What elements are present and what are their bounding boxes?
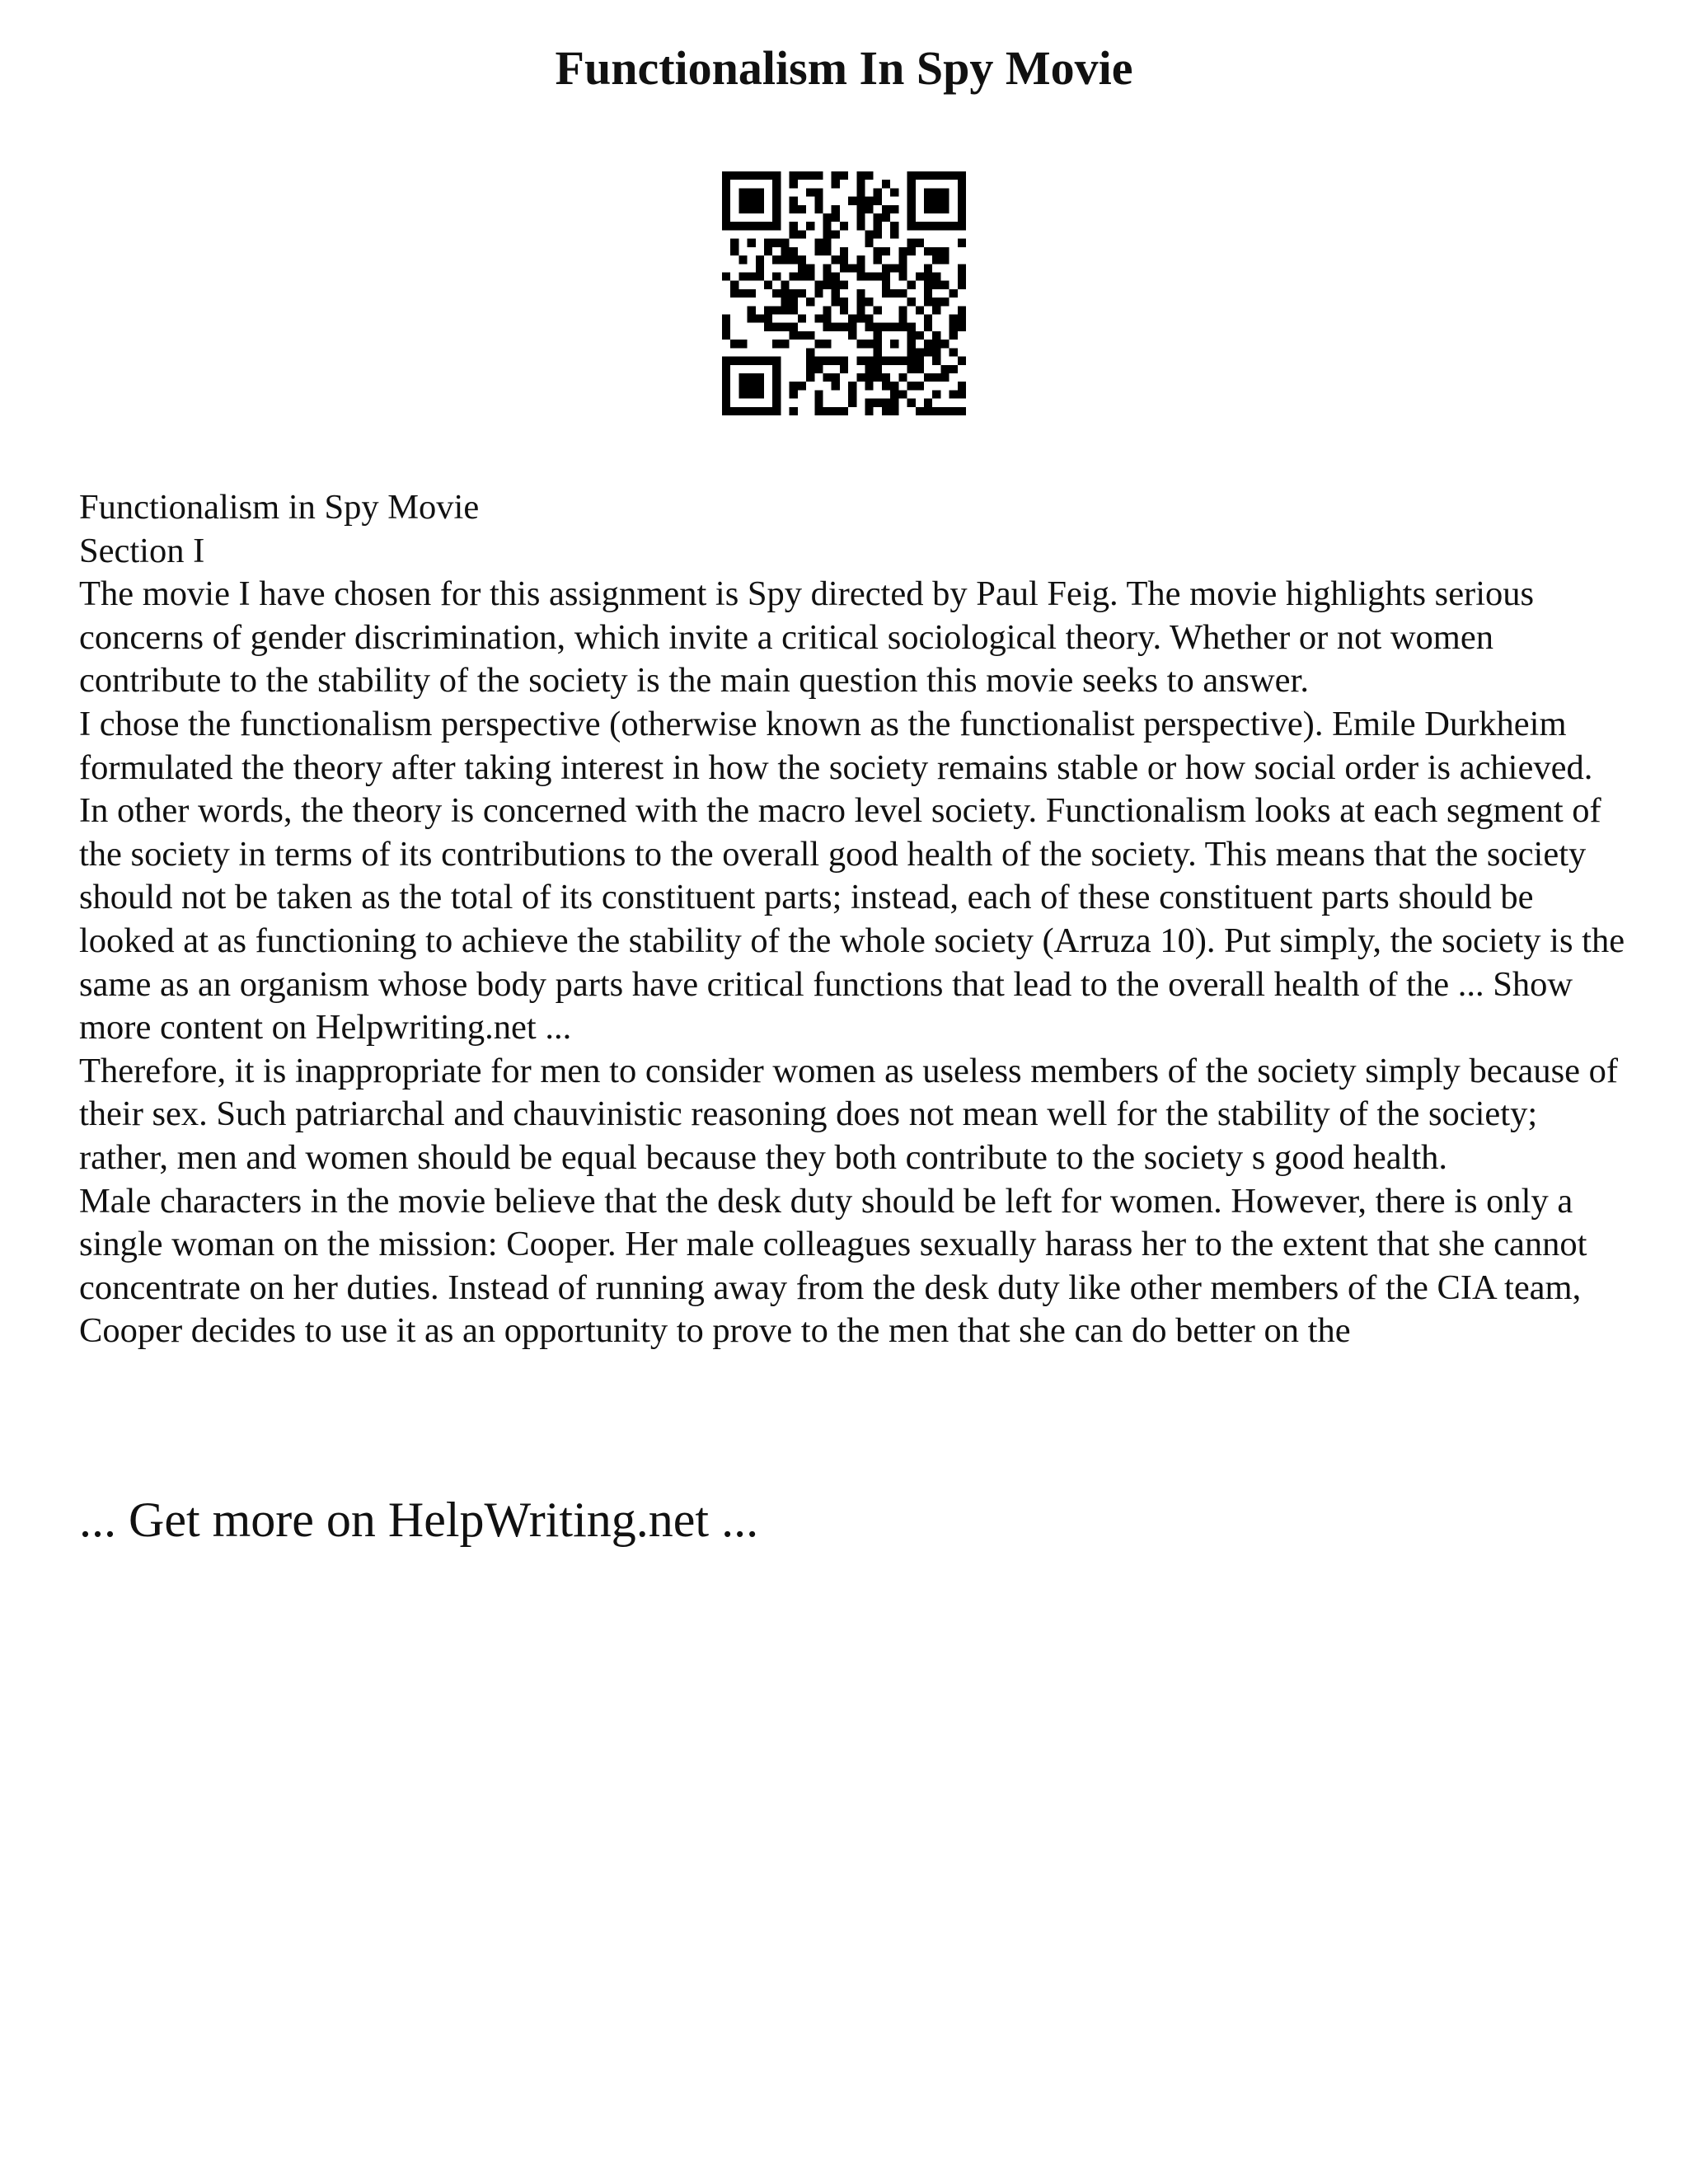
qr-code-icon bbox=[722, 171, 966, 415]
paragraph-therefore: Therefore, it is inappropriate for men to consider women as useless members of the society simply because of their sex. Such patriarchal and chauvinistic reasoning does not mean well for the stability of the society; rather, men and women should be equal because they both contribute to the society s good health. bbox=[79, 1051, 1619, 1177]
document-title: Functionalism In Spy Movie bbox=[555, 41, 1133, 95]
paragraph-male-characters: Male characters in the movie believe that the desk duty should be left for women. However, there is only a single woman on the mission: Cooper. Her male colleagues sexually harass her to the extent that she cannot concentrate on her duties. Instead of running away from the desk duty like other members of the CIA team, Cooper decides to use it as an opportunity to prove to the men that she can do better on the bbox=[79, 1181, 1587, 1351]
paragraph-intro: The movie I have chosen for this assignment is Spy directed by Paul Feig. The movie highlights serious concerns of gender discrimination, which invite a critical sociological theory. Whether or not women contribute to the stability of the society is the main question this movie seeks to answer. bbox=[79, 574, 1535, 701]
document-body bbox=[79, 486, 1629, 1353]
body-heading: Functionalism in Spy Movie bbox=[79, 488, 480, 527]
get-more-link[interactable]: ... Get more on HelpWriting.net ... bbox=[79, 1493, 759, 1547]
paragraph-functionalism: I chose the functionalism perspective (otherwise known as the functionalist perspective). Emile Durkheim formulated the theory after taking interest in how the society remains stable or how social order is achieved. In other words, the theory is concerned with the macro level society. Functionalism looks at each segment of the society in terms of its contributions to the overall good health of the society. This means that the society should not be taken as the total of its constituent parts; instead, each of these constituent parts should be looked at as functioning to achieve the stability of the whole society (Arruza 10). Put simply, the society is the same as an organism whose body parts have critical functions that lead to the overall health of the ... Show more content on Helpwriting.net ... bbox=[79, 704, 1625, 1047]
section-label: Section I bbox=[79, 531, 205, 570]
